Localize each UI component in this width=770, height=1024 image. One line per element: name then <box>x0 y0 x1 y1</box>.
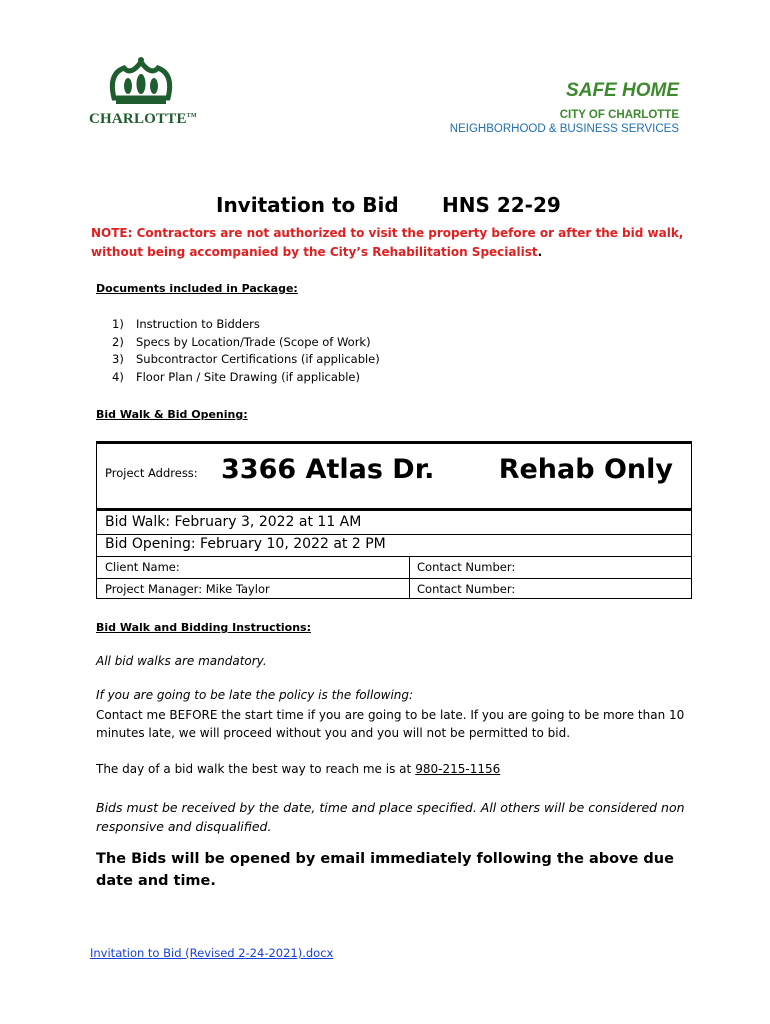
phone-text: The day of a bid walk the best way to reach me is at <box>96 762 412 776</box>
documents-heading: Documents included in Package: <box>96 282 298 295</box>
late-policy-heading: If you are going to be late the policy is the following: <box>96 688 414 702</box>
list-item <box>96 369 380 387</box>
bid-walk-heading: Bid Walk & Bid Opening: <box>96 408 248 421</box>
list-item <box>96 316 380 334</box>
program-title: SAFE HOME <box>566 80 679 101</box>
access-note-period: . <box>537 245 543 259</box>
list-num: 3) <box>112 352 124 366</box>
list-text: Instruction to Bidders <box>136 317 260 331</box>
list-num: 4) <box>112 369 124 384</box>
bids-received-note: Bids must be received by the date, time and place specified. All others will be considered non responsive and disqualified. <box>96 800 685 834</box>
bid-walk-row <box>97 508 691 535</box>
logo-tm: TM <box>186 113 197 119</box>
cell-divider <box>409 578 410 599</box>
bid-details-table <box>96 441 692 599</box>
department-name: NEIGHBORHOOD & BUSINESS SERVICES <box>449 123 679 135</box>
bid-opening-date: Bid Opening: February 10, 2022 at 2 PM <box>105 536 386 552</box>
manager-contact-label: Contact Number: <box>417 582 516 596</box>
bid-number: HNS 22-29 <box>442 193 561 217</box>
list-num: 2) <box>112 334 124 349</box>
project-manager: Project Manager: Mike Taylor <box>105 582 270 596</box>
late-policy-body: Contact me BEFORE the start time if you are going to be late. If you are going to be more than 10 minutes late, we will proceed without you and you will not be permitted to bid. <box>96 708 685 740</box>
mandatory-note: All bid walks are mandatory. <box>96 654 267 668</box>
logo-wordmark <box>89 111 197 128</box>
client-row <box>97 556 691 579</box>
documents-list <box>96 316 380 386</box>
project-row <box>97 442 691 511</box>
contact-phone-line <box>96 762 500 776</box>
access-note-text: NOTE: Contractors are not authorized to visit the property before or after the bid walk, without being accompanied by the City’s Rehabilitation Specialist <box>91 226 684 259</box>
client-contact-label: Contact Number: <box>417 560 516 574</box>
list-num: 1) <box>112 317 124 331</box>
list-text: Specs by Location/Trade (Scope of Work) <box>136 334 371 349</box>
bid-opening-row <box>97 532 691 557</box>
opening-note: The Bids will be opened by email immediately following the above due date and time. <box>96 851 674 889</box>
project-address-label: Project Address: <box>105 466 198 480</box>
project-address: 3366 Atlas Dr. <box>221 454 435 485</box>
project-type: Rehab Only <box>498 454 673 485</box>
city-name: CITY OF CHARLOTTE <box>559 109 679 121</box>
list-text: Floor Plan / Site Drawing (if applicable) <box>136 369 360 384</box>
instructions-heading: Bid Walk and Bidding Instructions: <box>96 621 311 634</box>
cell-divider <box>409 556 410 578</box>
client-name-label: Client Name: <box>105 560 180 574</box>
bid-walk-date: Bid Walk: February 3, 2022 at 11 AM <box>105 514 362 530</box>
phone-number: 980-215-1156 <box>415 762 501 776</box>
list-item <box>96 351 380 369</box>
doc-title: Invitation to Bid <box>216 193 399 217</box>
list-text: Subcontractor Certifications (if applicable) <box>136 352 380 366</box>
footer-file-link[interactable]: Invitation to Bid (Revised 2-24-2021).docx <box>90 946 334 960</box>
logo-text: CHARLOTTE <box>89 111 187 127</box>
list-item <box>96 334 380 352</box>
access-note <box>91 224 691 262</box>
manager-row <box>97 578 691 599</box>
